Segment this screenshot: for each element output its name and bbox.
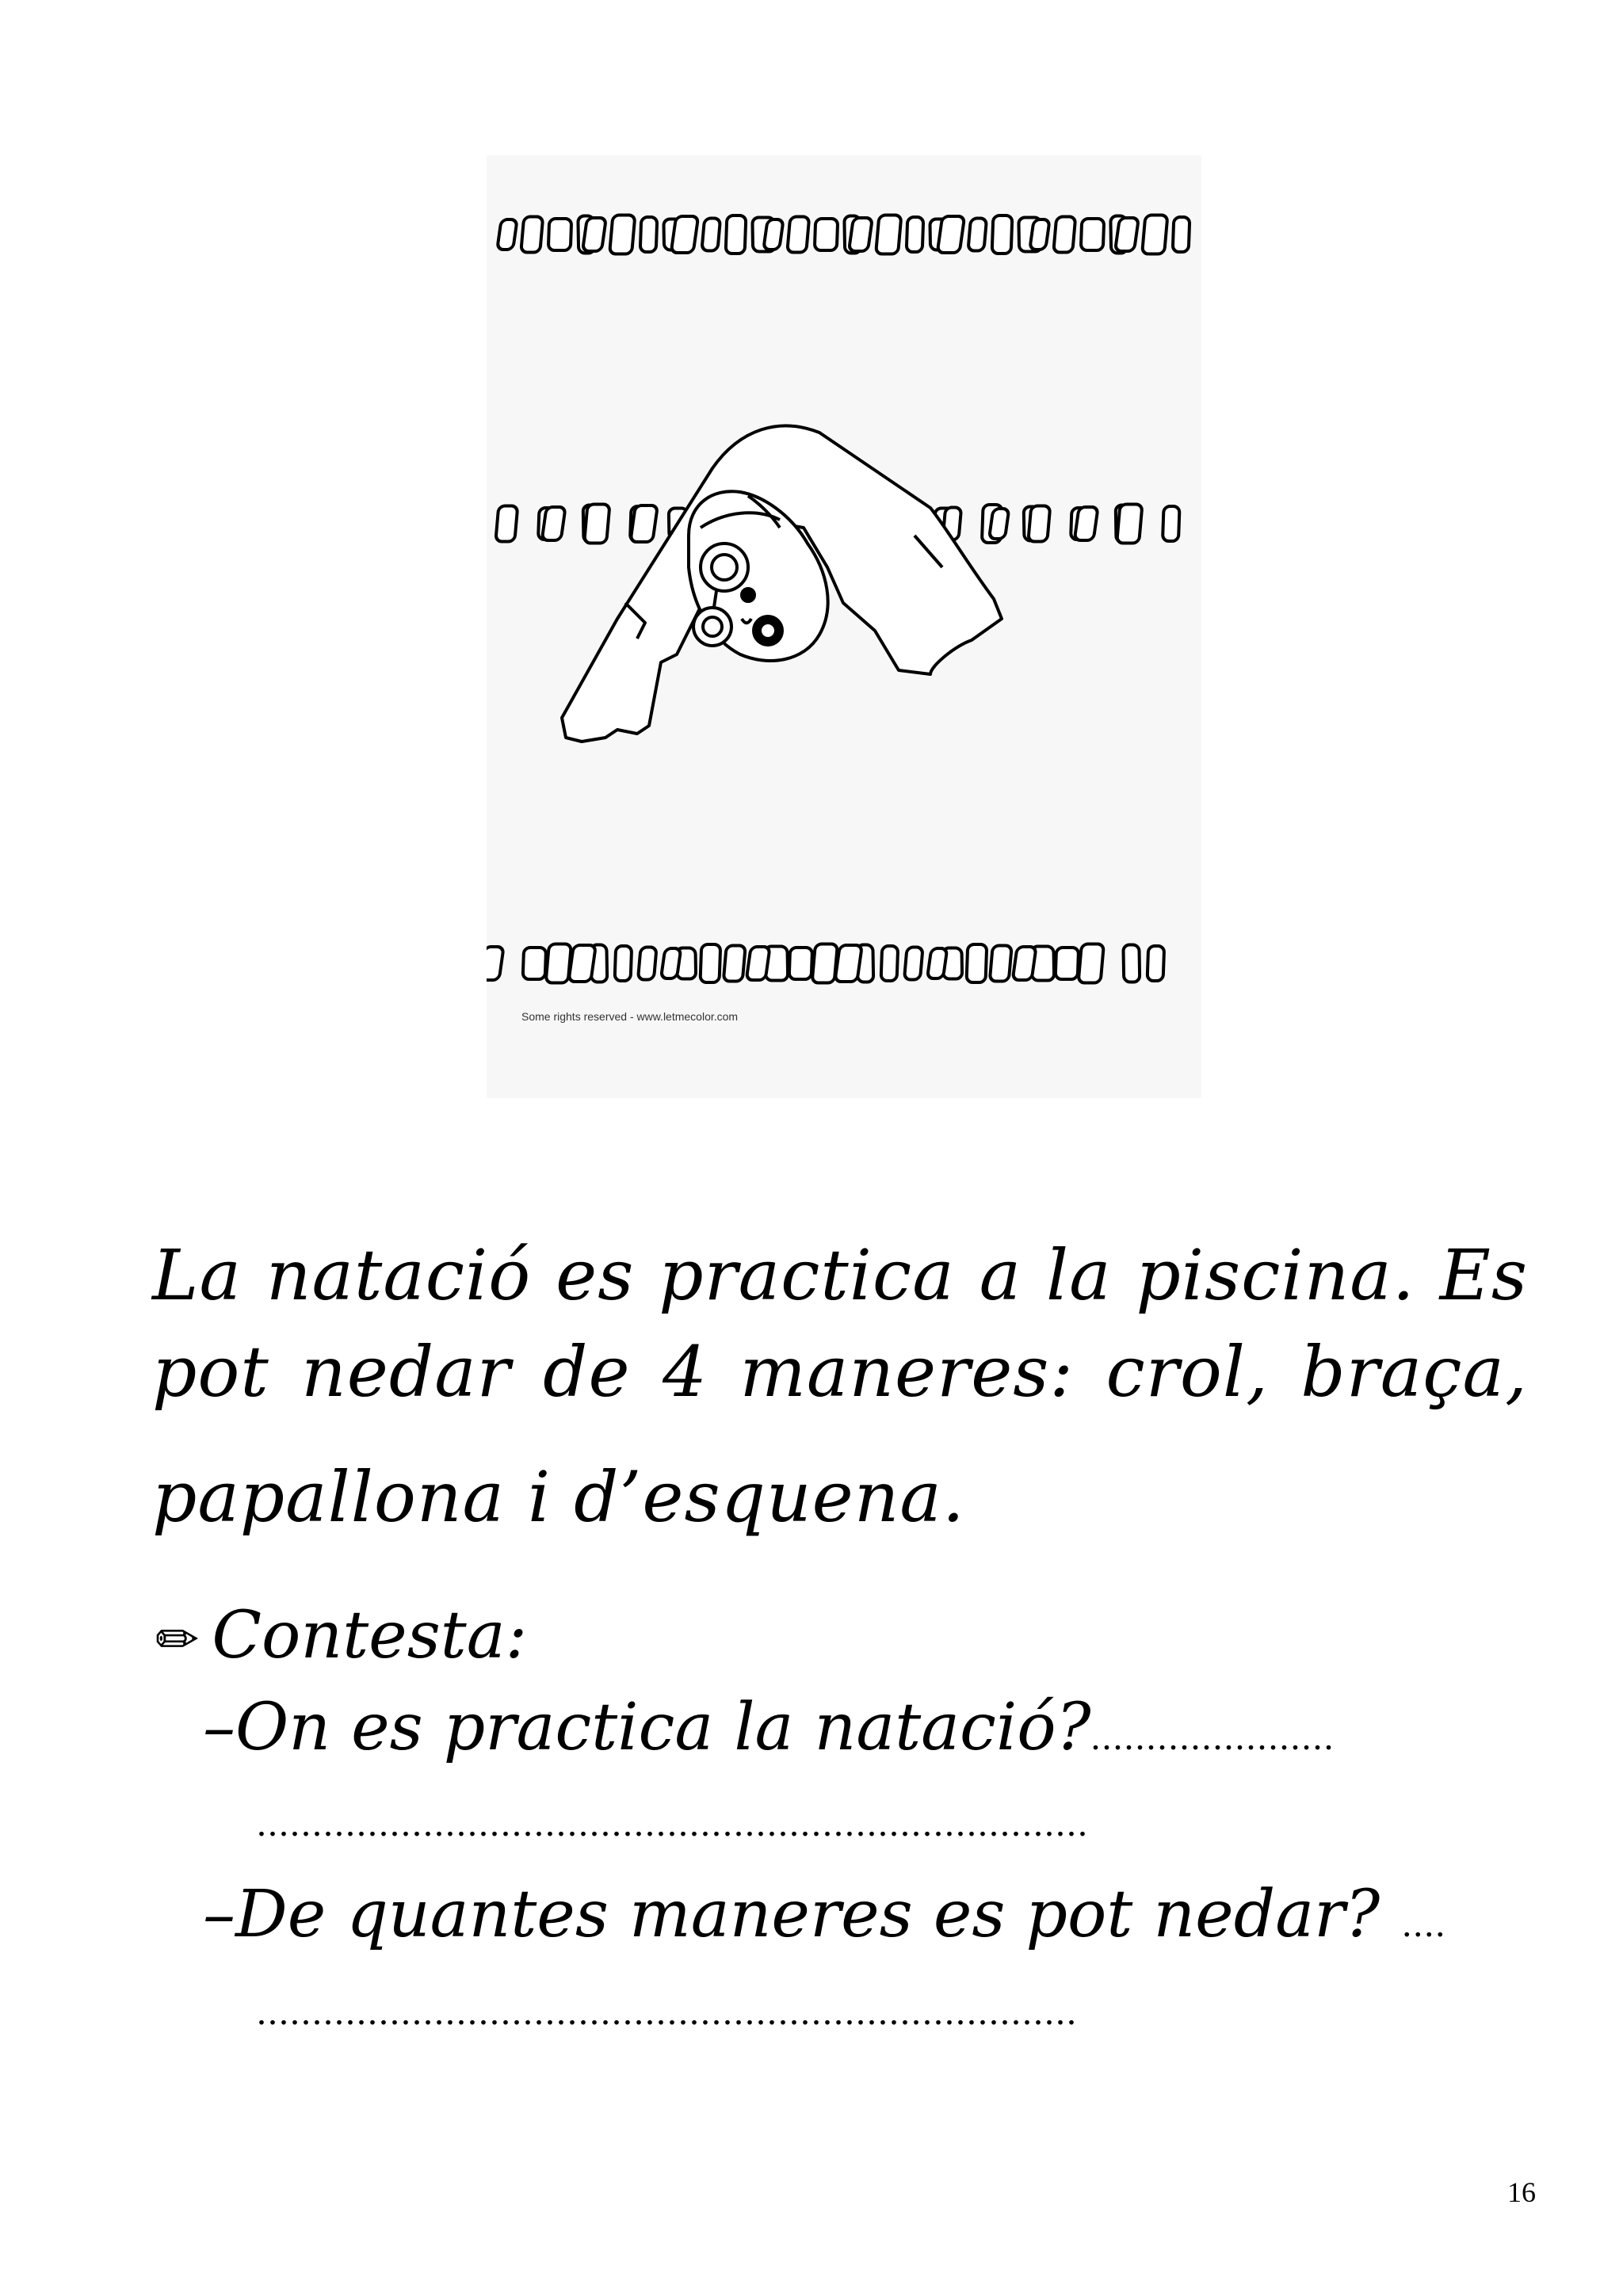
question-1-answer-dots[interactable]: ...................... bbox=[1090, 1716, 1335, 1758]
rope-float bbox=[640, 217, 658, 252]
question-2-answer-line[interactable]: .......................................................................... bbox=[257, 1991, 1078, 2033]
swimmer-figure bbox=[562, 425, 1002, 742]
rope-float bbox=[630, 505, 657, 542]
question-2 bbox=[203, 1871, 1446, 1968]
rope-float bbox=[763, 219, 783, 250]
rope-float bbox=[834, 945, 861, 982]
rope-float bbox=[1123, 945, 1140, 982]
rope-float bbox=[671, 216, 698, 253]
lane-rope-top bbox=[497, 215, 1190, 254]
rope-float bbox=[609, 215, 635, 254]
rope-float bbox=[726, 215, 747, 254]
rope-float bbox=[638, 948, 657, 980]
rope-float bbox=[1163, 506, 1180, 541]
question-1-answer-line[interactable]: ........................................................................... bbox=[257, 1802, 1089, 1844]
rope-float bbox=[1028, 506, 1050, 542]
rope-float bbox=[546, 944, 571, 983]
rope-float bbox=[1148, 946, 1165, 981]
swimmer-drawing bbox=[487, 155, 1201, 1098]
rope-float bbox=[542, 507, 566, 540]
rope-float bbox=[747, 947, 770, 980]
rope-float bbox=[568, 945, 595, 982]
rope-float bbox=[701, 944, 721, 982]
lane-rope-bottom bbox=[487, 944, 1164, 983]
rope-float bbox=[495, 506, 517, 542]
rope-float bbox=[1081, 219, 1104, 250]
rope-float bbox=[787, 217, 809, 253]
rope-float bbox=[584, 505, 609, 543]
rope-float bbox=[849, 218, 873, 251]
rope-float bbox=[992, 215, 1013, 254]
image-credit: Some rights reserved - www.letmecolor.com bbox=[521, 1010, 739, 1023]
rope-float bbox=[701, 219, 720, 251]
rope-float bbox=[1115, 218, 1139, 251]
rope-float bbox=[615, 946, 632, 981]
rope-float bbox=[789, 948, 812, 979]
rope-float bbox=[989, 509, 1009, 539]
rope-float bbox=[1173, 217, 1190, 252]
question-1-text: –On es practica la natació? bbox=[203, 1690, 1091, 1765]
question-1 bbox=[203, 1684, 1335, 1781]
exercise-heading-text: Contesta: bbox=[212, 1598, 528, 1673]
rope-float bbox=[927, 948, 947, 978]
question-2-answer-dots[interactable]: .... bbox=[1402, 1903, 1447, 1945]
page-number: 16 bbox=[1507, 2176, 1536, 2208]
rope-float bbox=[1075, 507, 1098, 540]
rope-float bbox=[582, 218, 606, 251]
rope-float bbox=[876, 215, 901, 254]
rope-float bbox=[497, 219, 517, 250]
paragraph-line-3: papallona i d’esquena. bbox=[152, 1456, 965, 1538]
rope-float bbox=[1079, 944, 1104, 983]
rope-float bbox=[938, 216, 964, 253]
rope-float bbox=[724, 946, 746, 982]
exercise-heading bbox=[155, 1592, 527, 1684]
rope-float bbox=[968, 219, 987, 251]
rope-float bbox=[1013, 947, 1037, 980]
rope-float bbox=[1142, 215, 1167, 254]
rope-float bbox=[548, 219, 571, 250]
question-2-text: –De quantes maneres es pot nedar? bbox=[203, 1877, 1381, 1952]
rope-float bbox=[1117, 505, 1142, 543]
rope-float bbox=[661, 948, 681, 978]
paragraph-line-1: La natació es practica a la piscina. Es bbox=[152, 1234, 1528, 1316]
rope-float bbox=[487, 947, 504, 980]
rope-float bbox=[1053, 217, 1075, 253]
rope-float bbox=[1029, 219, 1049, 250]
rope-float bbox=[1056, 948, 1079, 979]
rope-float bbox=[881, 946, 899, 981]
rope-float bbox=[904, 948, 923, 980]
swimmer-illustration bbox=[487, 155, 1201, 1098]
rope-float bbox=[967, 944, 987, 982]
rope-float bbox=[521, 217, 543, 253]
rope-float bbox=[523, 948, 546, 979]
paragraph-line-2: pot nedar de 4 maneres: crol, braça, bbox=[152, 1331, 1528, 1413]
rope-float bbox=[907, 217, 924, 252]
rope-float bbox=[990, 946, 1012, 982]
rope-float bbox=[812, 944, 838, 983]
pencil-icon: ✏ bbox=[155, 1609, 200, 1670]
rope-float bbox=[815, 219, 838, 250]
